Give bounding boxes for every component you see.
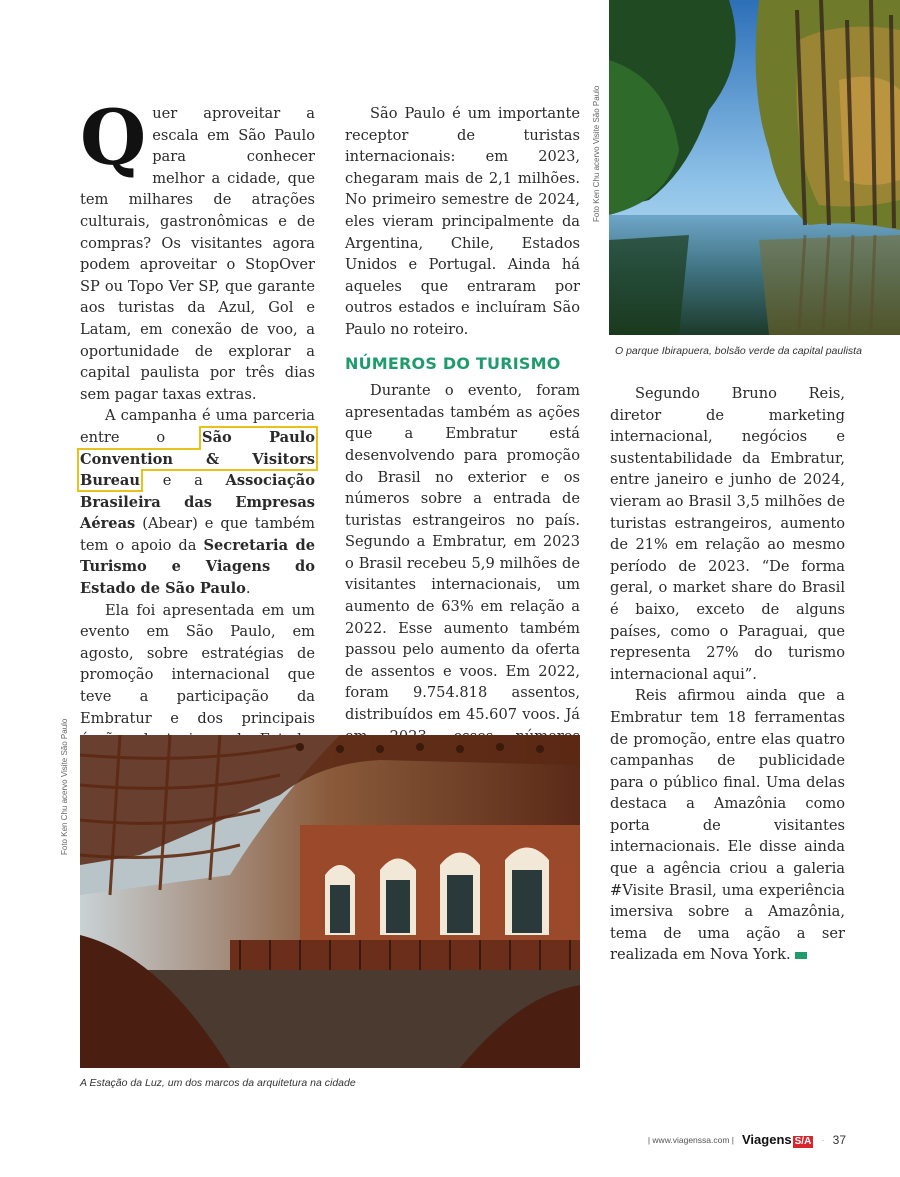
paragraph-2-text-a: A campanha é uma parceria entre o	[80, 407, 315, 446]
highlighted-organization-sp-convention: São Paulo Convention & Visitors Bureau	[80, 428, 315, 490]
drop-cap: Q	[80, 93, 147, 182]
article-paragraph-7	[610, 685, 845, 966]
article-paragraph-3: Ela foi apresentada em um evento em São Paulo, em agosto, sobre estratégias de promoção internacional que teve a participação da Embratur e dos principais	[80, 601, 315, 727]
station-photo-credit: Foto Ken Chu acervo Visite São Paulo	[60, 718, 69, 855]
paragraph-2-text-d: .	[245, 580, 251, 598]
page-footer	[648, 1132, 846, 1148]
article-end-mark-icon	[795, 952, 807, 959]
ibirapuera-park-photo	[609, 0, 900, 335]
logo-badge: S/A	[794, 1136, 812, 1147]
article-paragraph-2	[80, 405, 315, 599]
footer-separator: ·	[821, 1134, 825, 1146]
paragraph-2-text-b: e a	[140, 472, 226, 490]
article-column-3	[610, 383, 845, 966]
section-heading: NÚMEROS DO TURISMO	[345, 353, 561, 373]
organization-secretaria-turismo: Secretaria de Turismo e Viagens do Estado de São Paulo	[80, 536, 315, 598]
paragraph-7-text: Reis afirmou ainda que a Embratur tem 18 ferramentas de promoção, entre elas quatro campanhas de publicidade para o público final. Uma delas destaca a Amazônia como porta de visitantes internacionais. Ele disse ainda que a agência criou a galeria #Visite Brasil, uma experiência imersiva sobre a Amazônia, tema de uma ação a ser realizada em Nova York.	[610, 687, 845, 964]
article-paragraph-6: Segundo Bruno Reis, diretor de marketing internacional, negócios e sustentabilidade da Embratur, entre janeiro e junho de 2024, vieram ao Brasil 3,5 milhões de turistas estrangeiros, aumento de 21% em relação ao mesmo período de 2023. “De forma geral, o market share do Brasil é baixo, exceto de alguns países, como o Paraguai, que representa 27% do turismo internacional aqui”.	[610, 385, 845, 683]
organization-abear: Associação Brasileira das Empresas Aéreas	[80, 472, 315, 533]
logo-wordmark: Viagens	[742, 1132, 792, 1147]
park-photo-caption: O parque Ibirapuera, bolsão verde da capital paulista	[615, 345, 862, 357]
footer-url: | www.viagenssa.com |	[647, 1135, 734, 1145]
paragraph-1-text: uer aproveitar a escala em São Paulo para conhecer melhor a cidade, que tem milhares de atrações culturais, gastronômicas e de compras? Os visitantes agora podem aproveitar o StopOver SP ou Topo Ver SP, que garante aos turistas da Azul, Gol e Latam, em conexão de voo, a oportunidade de explorar a capital paulista por três dias sem pagar taxas extras.	[80, 105, 315, 403]
article-paragraph-4: São Paulo é um importante receptor de turistas internacionais: em 2023, chegaram mais de 2,1 milhões. No primeiro semestre de 2024, eles vieram principalmente da Argentina, Chile, Estados Unidos e Portugal. Ainda há aqueles que entraram por outros estados e incluíram São Paulo no roteiro.	[345, 105, 580, 338]
article-paragraph-1	[80, 93, 315, 405]
magazine-logo	[742, 1132, 813, 1148]
estacao-da-luz-photo	[80, 735, 580, 1068]
paragraph-2-text-c: (Abear) e que também tem o apoio da	[80, 515, 315, 554]
park-photo-credit: Foto Ken Chu acervo Visite São Paulo	[592, 85, 601, 222]
article-paragraph-5: Durante o evento, foram apresentadas também as ações que a Embratur está desenvolvendo para promoção do Brasil no exterior e os números sobre a entrada de turistas estrangeiros no país. Segundo a Embratur, em 2023 o Brasil recebeu 5,9 milhões de visitantes internacionais, um aumento de 63% em relação a 2022. Esse aumento também passou pelo aumento da oferta de assentos e voos. Em 2022, foram 9.754.818 assentos, distribuídos em 45.607 voos. Já	[345, 382, 580, 724]
station-photo-caption: A Estação da Luz, um dos marcos da arquitetura na cidade	[80, 1077, 356, 1089]
page-number: 37	[832, 1133, 846, 1147]
